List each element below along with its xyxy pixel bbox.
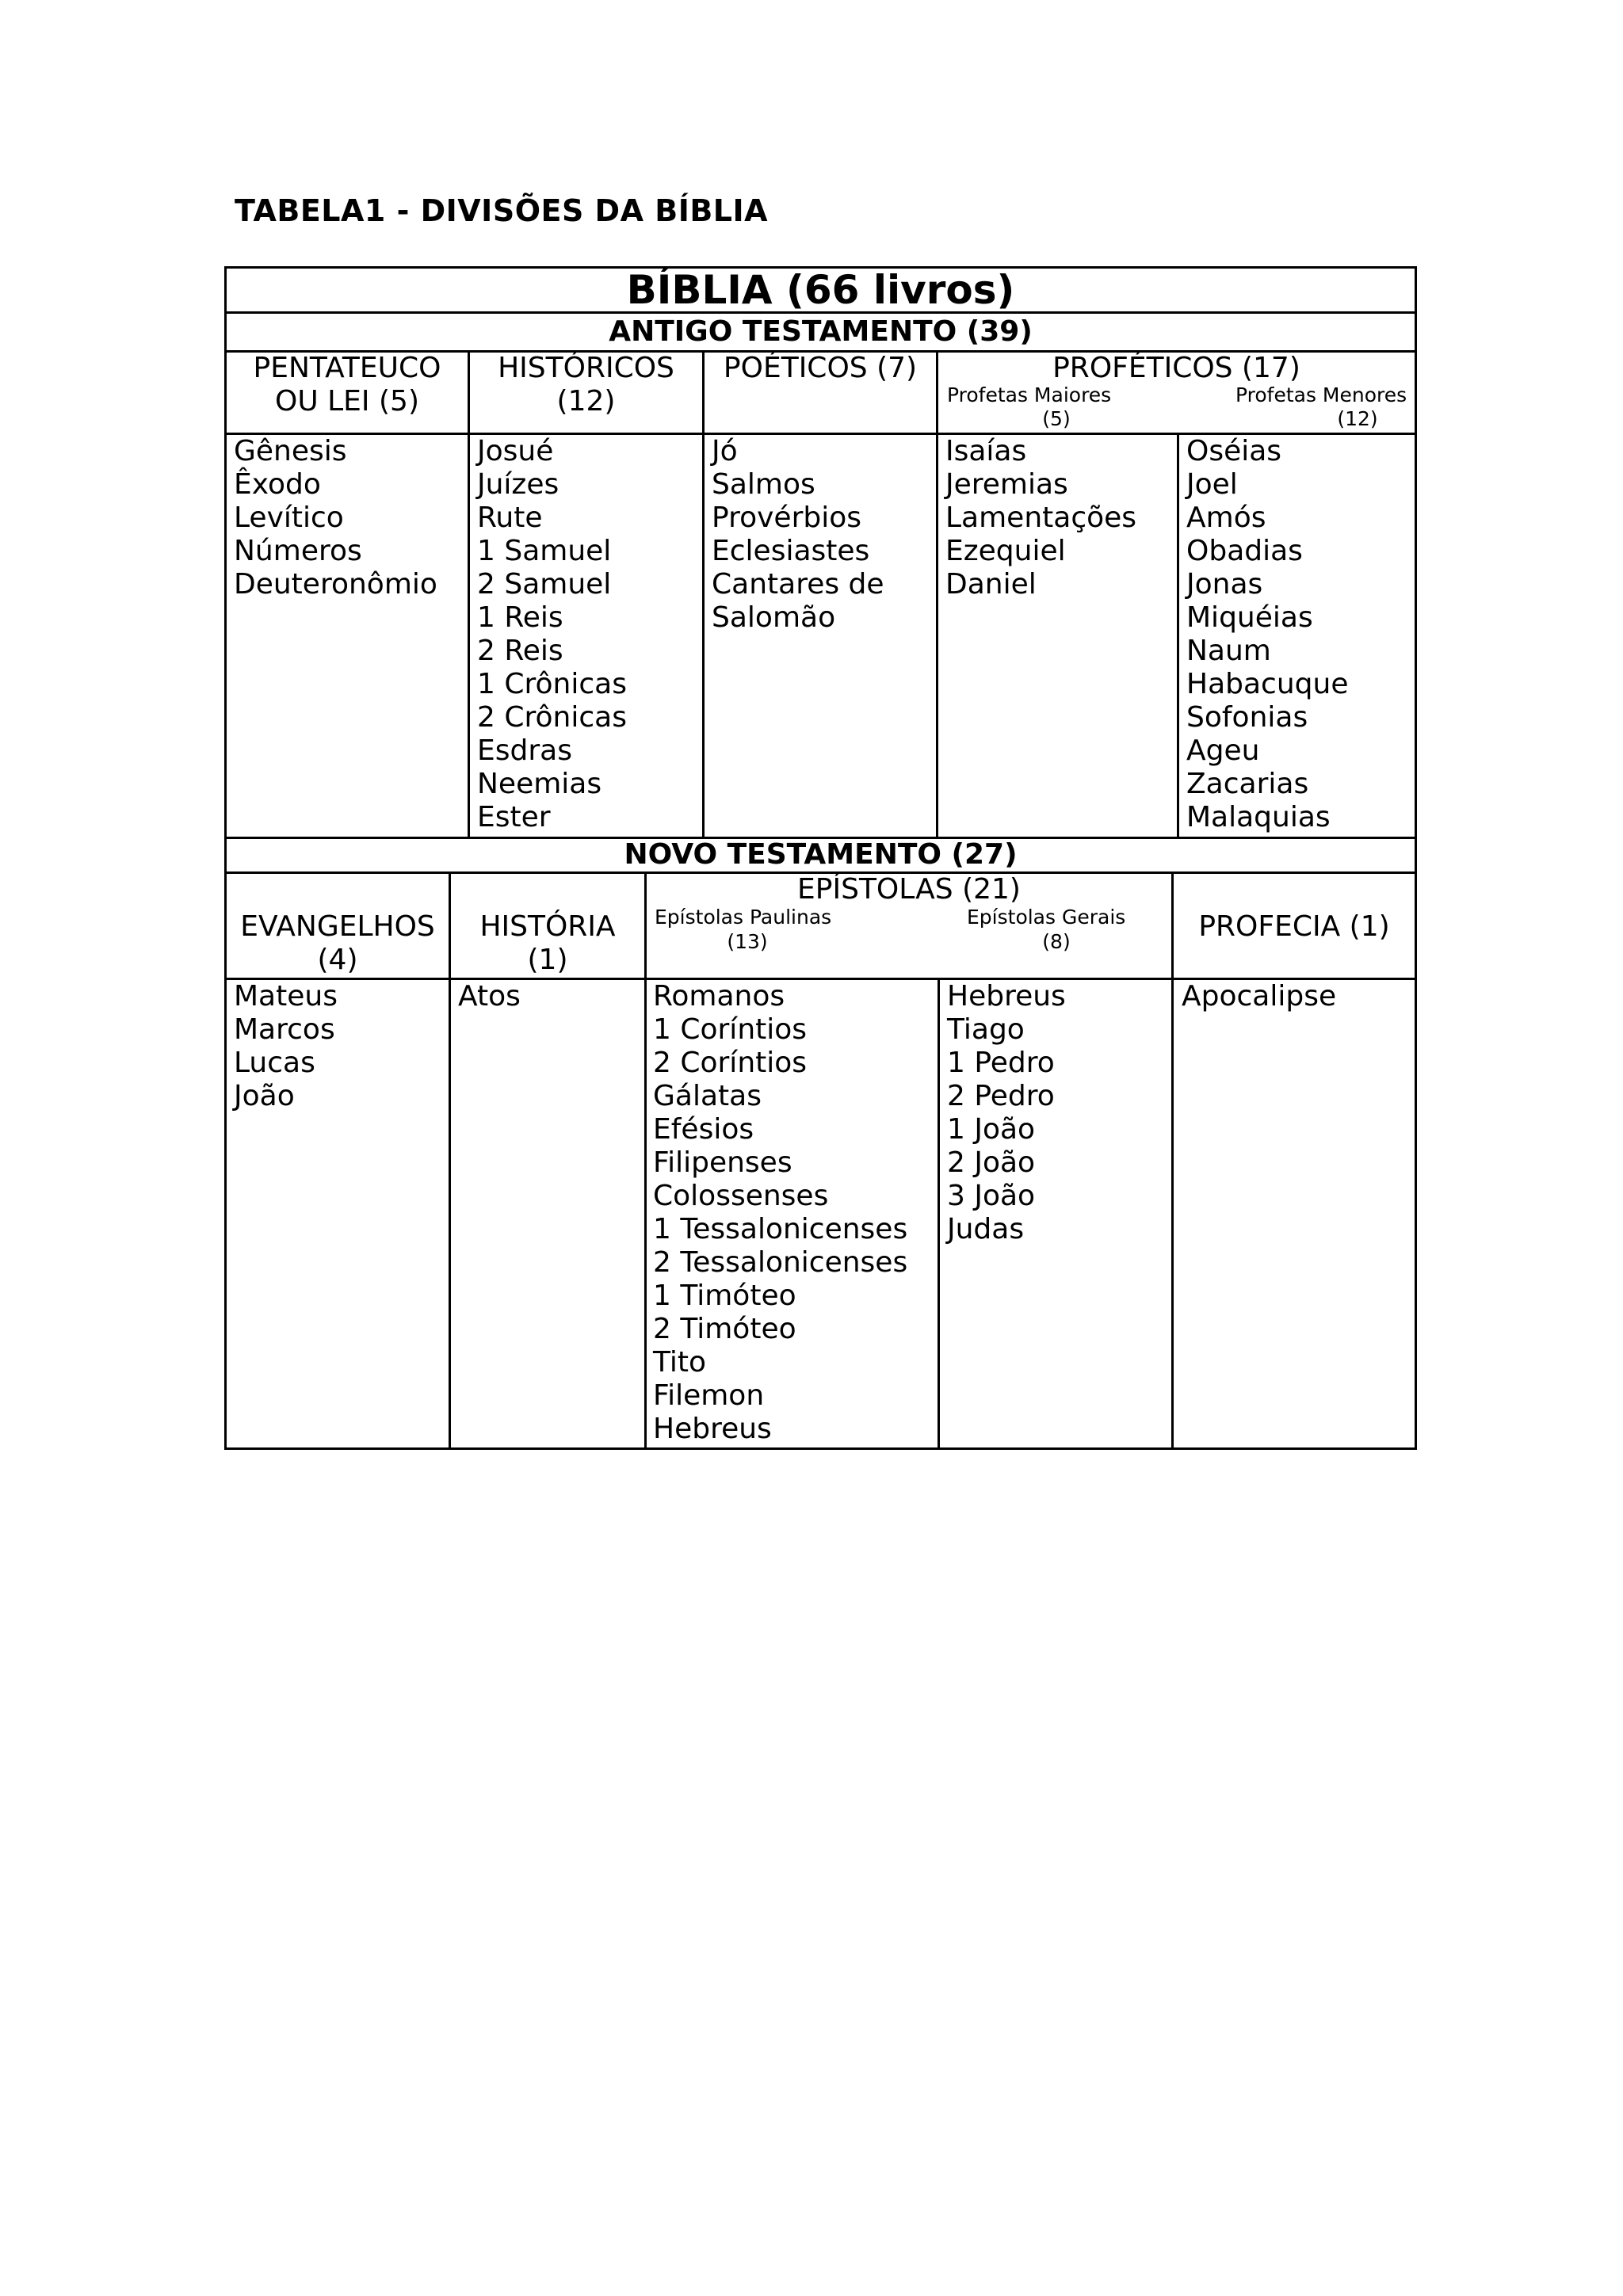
book-name: Sofonias — [1186, 701, 1308, 734]
evangelhos-header: (4) — [317, 944, 358, 976]
book-name: Esdras — [477, 734, 572, 767]
book-name: 1 Timóteo — [653, 1280, 796, 1312]
book-name: Joel — [1186, 468, 1238, 501]
book-name: Josué — [477, 435, 554, 467]
column-divider — [702, 350, 705, 837]
epistolas-paulinas-count: (13) — [727, 930, 768, 953]
book-name: 1 Pedro — [947, 1047, 1055, 1079]
epistolas-paulinas-books — [653, 980, 907, 1446]
book-name: Tiago — [947, 1013, 1025, 1046]
book-name: Lucas — [234, 1047, 315, 1079]
book-name: Efésios — [653, 1113, 754, 1146]
book-name: Zacarias — [1186, 768, 1309, 800]
book-name: Oséias — [1186, 435, 1282, 467]
book-name: Juízes — [477, 468, 559, 501]
book-name: Jó — [712, 435, 738, 467]
pentateuco-header: OU LEI (5) — [275, 385, 419, 418]
book-name: 1 Crônicas — [477, 668, 627, 700]
column-divider — [644, 871, 647, 1450]
historia-books — [458, 980, 521, 1013]
column-divider — [938, 978, 940, 1447]
book-name: Obadias — [1186, 535, 1303, 567]
book-name: Amós — [1186, 502, 1266, 534]
book-name: Ageu — [1186, 734, 1260, 767]
book-name: Deuteronômio — [234, 568, 437, 601]
book-name: Apocalipse — [1182, 980, 1337, 1013]
book-name: Tito — [653, 1346, 707, 1379]
table-border-bottom — [224, 1447, 1417, 1450]
evangelhos-header: EVANGELHOS — [240, 910, 435, 943]
epistolas-header: EPÍSTOLAS (21) — [797, 873, 1021, 906]
page-heading: TABELA1 - DIVISÕES DA BÍBLIA — [235, 193, 769, 228]
book-name: 2 Pedro — [947, 1080, 1055, 1112]
book-name: Filemon — [653, 1379, 765, 1412]
book-name: 1 Reis — [477, 601, 563, 634]
profetas-menores-label: Profetas Menores — [1235, 383, 1407, 406]
book-name: 2 Samuel — [477, 568, 612, 601]
book-name: Números — [234, 535, 362, 567]
book-name: 3 João — [947, 1180, 1036, 1212]
book-name: Colossenses — [653, 1180, 829, 1212]
book-name: Cantares de — [712, 568, 884, 601]
column-divider — [1171, 871, 1174, 1450]
pentateuco-books — [234, 435, 437, 601]
book-name: 2 Coríntios — [653, 1047, 808, 1079]
table-title: BÍBLIA (66 livros) — [626, 267, 1015, 313]
epistolas-paulinas-label: Epístolas Paulinas — [655, 906, 832, 929]
epistolas-gerais-label: Epístolas Gerais — [967, 906, 1126, 929]
column-divider — [468, 350, 470, 837]
book-name: Gálatas — [653, 1080, 762, 1112]
book-name: Lamentações — [945, 502, 1137, 534]
book-name: Levítico — [234, 502, 344, 534]
book-name: 1 João — [947, 1113, 1036, 1146]
profetas-maiores-books — [945, 435, 1136, 601]
book-name: Isaías — [945, 435, 1027, 467]
profetas-maiores-count: (5) — [1042, 407, 1071, 430]
pentateuco-header: PENTATEUCO — [253, 352, 441, 384]
book-name: Jonas — [1186, 568, 1263, 601]
book-name: Eclesiastes — [712, 535, 870, 567]
epistolas-gerais-books — [947, 980, 1066, 1246]
book-name: Salomão — [712, 601, 836, 634]
book-name: 2 Tessalonicenses — [653, 1246, 908, 1279]
new-testament-title: NOVO TESTAMENTO (27) — [624, 838, 1018, 871]
historicos-header: HISTÓRICOS — [498, 352, 674, 384]
book-name: Mateus — [234, 980, 338, 1013]
book-name: Miquéias — [1186, 601, 1313, 634]
book-name: Neemias — [477, 768, 602, 800]
book-name: Provérbios — [712, 502, 861, 534]
bible-divisions-table — [224, 266, 1417, 1450]
poeticos-header: POÉTICOS (7) — [723, 352, 918, 384]
book-name: João — [234, 1080, 295, 1112]
book-name: Malaquias — [1186, 801, 1331, 833]
book-name: Judas — [947, 1213, 1025, 1245]
epistolas-gerais-count: (8) — [1042, 930, 1071, 953]
historia-header: HISTÓRIA — [479, 910, 616, 943]
book-name: Salmos — [712, 468, 815, 501]
book-name: Naum — [1186, 635, 1271, 667]
historicos-header: (12) — [556, 385, 616, 418]
book-name: 2 Crônicas — [477, 701, 627, 734]
profetas-menores-count: (12) — [1337, 407, 1378, 430]
book-name: Hebreus — [653, 1413, 772, 1445]
poeticos-books — [712, 435, 884, 635]
book-name: 2 Reis — [477, 635, 563, 667]
historia-header: (1) — [527, 944, 568, 976]
profecia-books — [1182, 980, 1336, 1013]
book-name: Daniel — [945, 568, 1037, 601]
book-name: Hebreus — [947, 980, 1066, 1013]
evangelhos-books — [234, 980, 338, 1113]
book-name: Êxodo — [234, 468, 321, 501]
book-name: 2 Timóteo — [653, 1313, 796, 1345]
profecia-header: PROFECIA (1) — [1198, 910, 1390, 943]
historicos-books — [477, 435, 627, 834]
book-name: Filipenses — [653, 1146, 792, 1179]
book-name: Ezequiel — [945, 535, 1066, 567]
book-name: Marcos — [234, 1013, 335, 1046]
profeticos-header: PROFÉTICOS (17) — [1052, 352, 1300, 384]
book-name: Jeremias — [945, 468, 1068, 501]
column-divider — [936, 350, 938, 837]
book-name: Ester — [477, 801, 551, 833]
book-name: 2 João — [947, 1146, 1036, 1179]
book-name: 1 Coríntios — [653, 1013, 808, 1046]
book-name: Habacuque — [1186, 668, 1349, 700]
book-name: 1 Samuel — [477, 535, 612, 567]
book-name: Romanos — [653, 980, 785, 1013]
old-testament-title: ANTIGO TESTAMENTO (39) — [609, 315, 1033, 348]
book-name: Rute — [477, 502, 543, 534]
book-name: Atos — [458, 980, 521, 1013]
column-divider — [1177, 433, 1179, 837]
profetas-maiores-label: Profetas Maiores — [947, 383, 1112, 406]
profetas-menores-books — [1186, 435, 1348, 834]
book-name: Gênesis — [234, 435, 347, 467]
book-name: 1 Tessalonicenses — [653, 1213, 908, 1245]
